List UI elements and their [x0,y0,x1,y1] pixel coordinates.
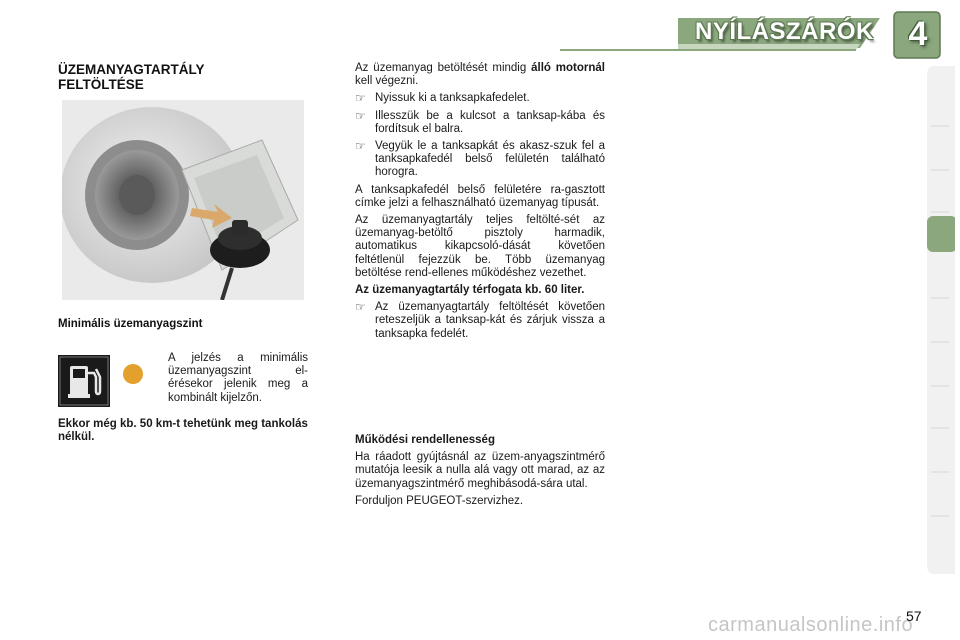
step-item [355,92,605,105]
watermark: carmanualsonline.info [708,614,914,636]
remaining-range-note: Ekkor még kb. 50 km-t tehetünk meg tankolás nélkül. [58,418,308,444]
fuel-cap-photo [62,100,304,300]
fuel-pump-icon [58,355,110,407]
intro-emphasis: álló motornál [531,62,606,74]
label-paragraph: A tanksapkafedél belső felületére ra-gasztott címke jelzi a felhasználható üzemanyag típusát. [355,183,605,209]
intro-text: Az üzemanyag betöltését mindig [355,62,532,74]
page-number: 57 [906,608,922,624]
chapter-number: 4 [908,14,928,53]
step-item [355,301,605,341]
malfunction-section [355,434,605,512]
step-text: Illesszük be a kulcsot a tanksap-kába és fordítsuk el balra. [375,109,605,135]
tank-capacity: Az üzemanyagtartály térfogata kb. 60 liter. [355,284,585,297]
pointing-hand-icon: ☞ [355,139,366,154]
chapter-side-tabs [925,66,955,574]
step-item [355,110,605,136]
service-text: Forduljon PEUGEOT-szervizhez. [355,494,524,507]
min-fuel-heading: Minimális üzemanyagszint [58,318,203,330]
warning-description: A jelzés a minimális üzemanyagszint el-érésekor jelenik meg a kombinált kijelzőn. [168,352,308,404]
section-title-line-2: FELTÖLTÉSE [58,77,144,92]
pointing-hand-icon: ☞ [355,300,366,315]
section-title-line-1: ÜZEMANYAGTARTÁLY [58,62,205,77]
pointing-hand-icon: ☞ [355,91,366,106]
intro-text-end: kell végezni. [355,75,419,88]
step-text: Az üzemanyagtartály feltöltését követően reteszeljük a tanksap-kát és zárjuk vissza a tanksapka fedelét. [375,301,605,340]
instructions-column [355,62,605,345]
section-title [58,62,205,92]
intro-paragraph [355,62,605,88]
malfunction-heading: Működési rendellenesség [355,434,495,446]
pointing-hand-icon: ☞ [355,108,366,123]
step-item [355,140,605,180]
malfunction-text: Ha ráadott gyújtásnál az üzem-anyagszintmérő mutatója leesik a nulla alá vagy ott marad, az az üzemanyagszintmérő meghibásodá-sára utal. [355,451,605,490]
low-fuel-warning-light [123,364,143,384]
step-text: Nyissuk ki a tanksapkafedelet. [375,92,530,105]
full-tank-paragraph: Az üzemanyagtartály teljes feltölté-sét az üzemanyag-betöltő pisztoly harmadik, automatikus kikapcsoló-dását követően feltétlenül fejezzük be. Több üzemanyag betöltése rend-ellenes működéshez vezethet. [355,214,605,279]
step-text: Vegyük le a tanksapkát és akasz-szuk fel a tanksapkafedél belső felületén található horogra. [375,140,605,179]
chapter-title: NYÍLÁSZÁRÓK [695,18,874,45]
